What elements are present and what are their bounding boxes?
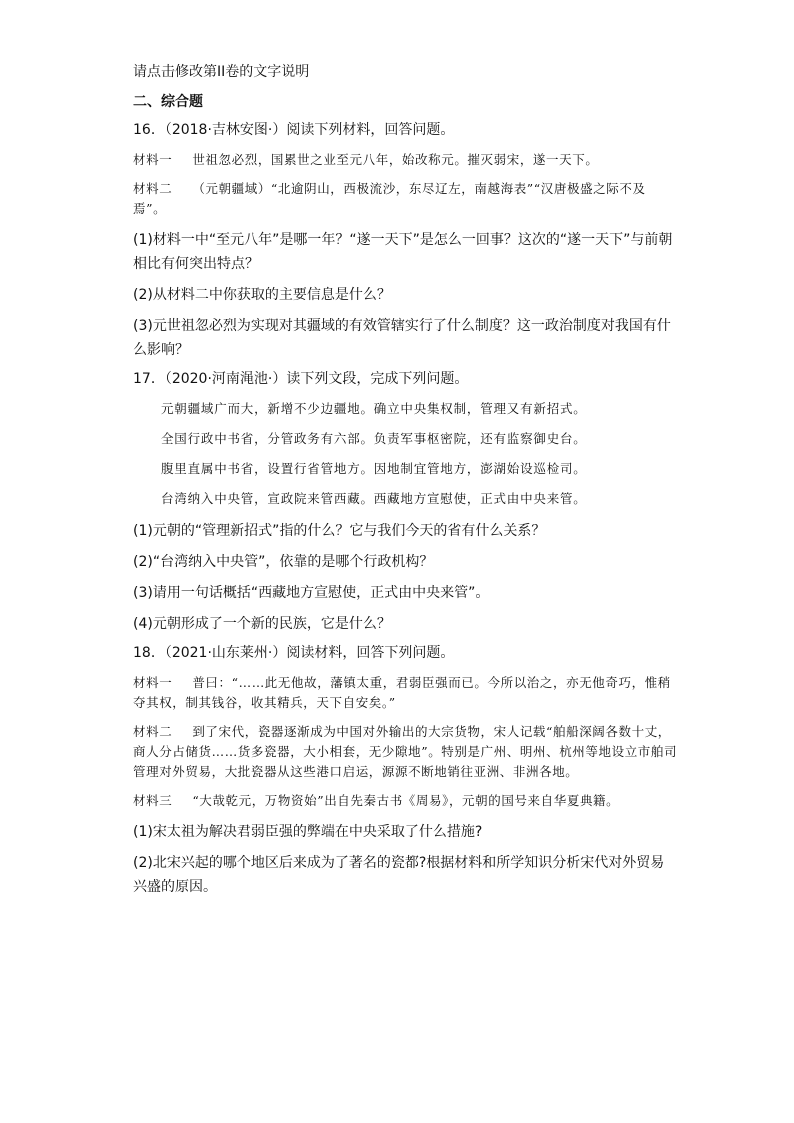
q18-material-1-text: 普曰：“……此无他故，藩镇太重，君弱臣强而已。今所以治之，亦无他奇巧，惟稍夺其权，制其钱谷，收其精兵，天下自安矣。” xyxy=(133,675,671,710)
q18-subquestion-2: (2)北宋兴起的哪个地区后来成为了著名的瓷都?根据材料和所学知识分析宋代对外贸易兴盛的原因。 xyxy=(133,855,665,895)
q16-subquestion-1: (1)材料一中“至元八年”是哪一年？“遂一天下”是怎么一回事？这次的“遂一天下”与前朝相比有何突出特点？ xyxy=(133,232,673,272)
q18-material-1 xyxy=(133,673,678,713)
q18-material-3 xyxy=(133,791,678,811)
question-16-title: 16．（2018·吉林安图·）阅读下列材料，回答问题。 xyxy=(133,122,455,138)
q17-verse-2: 全国行政中书省，分管政务有六部。负责军事枢密院，还有监察御史台。 xyxy=(161,431,587,446)
document-page xyxy=(133,62,678,906)
question-18-title: 18．（2021·山东莱州·）阅读材料，回答下列问题。 xyxy=(133,645,455,661)
q16-material-1-label: 材料一 xyxy=(133,152,173,167)
q17-subquestion-1: (1)元朝的“管理新招式”指的什么？它与我们今天的省有什么关系？ xyxy=(133,523,546,539)
q18-material-3-text: “大哉乾元，万物资始”出自先秦古书《周易》，元朝的国号来自华夏典籍。 xyxy=(192,793,620,808)
q17-verse-1: 元朝疆域广而大，新增不少边疆地。确立中央集权制，管理又有新招式。 xyxy=(161,401,587,416)
q18-material-1-label: 材料一 xyxy=(133,675,173,690)
section-title: 二、综合题 xyxy=(133,94,203,110)
q17-subquestion-2: (2)“台湾纳入中央管”，依靠的是哪个行政机构？ xyxy=(133,554,434,570)
q17-subquestion-3: (3)请用一句话概括“西藏地方宣慰使，正式由中央来管”。 xyxy=(133,585,490,601)
q16-subquestion-3: (3)元世祖忽必烈为实现对其疆域的有效管辖实行了什么制度？这一政治制度对我国有什么影响？ xyxy=(133,318,671,358)
q17-verse-3: 腹里直属中书省，设置行省管地方。因地制宜管地方，澎湖始设巡检司。 xyxy=(161,461,587,476)
q17-subquestion-4: (4)元朝形成了一个新的民族，它是什么？ xyxy=(133,616,391,632)
question-18 xyxy=(133,643,678,899)
part-caption: 请点击修改第II卷的文字说明 xyxy=(133,64,310,80)
q16-subquestion-2: (2)从材料二中你获取的主要信息是什么？ xyxy=(133,287,391,303)
q18-material-2 xyxy=(133,722,678,782)
q18-material-2-text: 到了宋代，瓷器逐渐成为中国对外输出的大宗货物，宋人记载“舶船深阔各数十丈，商人分占储货……货多瓷器，大小相套，无少隙地”。特别是广州、明州、杭州等地设立市舶司管理对外贸易，大批瓷器从这些港口启运，源源不断地销往亚洲、非洲各地。 xyxy=(133,724,678,779)
q16-material-1 xyxy=(133,150,678,170)
q16-material-2-text: （元朝疆域）“北逾阴山，西极流沙，东尽辽左，南越海表”“汉唐极盛之际不及焉”。 xyxy=(133,181,646,216)
q17-verse-4: 台湾纳入中央管，宣政院来管西藏。西藏地方宣慰使，正式由中央来管。 xyxy=(161,491,587,506)
q18-subquestion-1: (1)宋太祖为解决君弱臣强的弊端在中央采取了什么措施? xyxy=(133,824,483,840)
q18-material-2-label: 材料二 xyxy=(133,724,173,739)
q16-material-2 xyxy=(133,179,678,219)
q16-material-1-text: 世祖忽必烈，国累世之业至元八年，始改称元。摧灭弱宋，遂一天下。 xyxy=(192,152,599,167)
question-17-title: 17．（2020·河南渑池·）读下列文段，完成下列问题。 xyxy=(133,371,469,387)
question-17 xyxy=(133,369,678,636)
q18-material-3-label: 材料三 xyxy=(133,793,173,808)
q16-material-2-label: 材料二 xyxy=(133,181,173,196)
question-16 xyxy=(133,120,678,362)
